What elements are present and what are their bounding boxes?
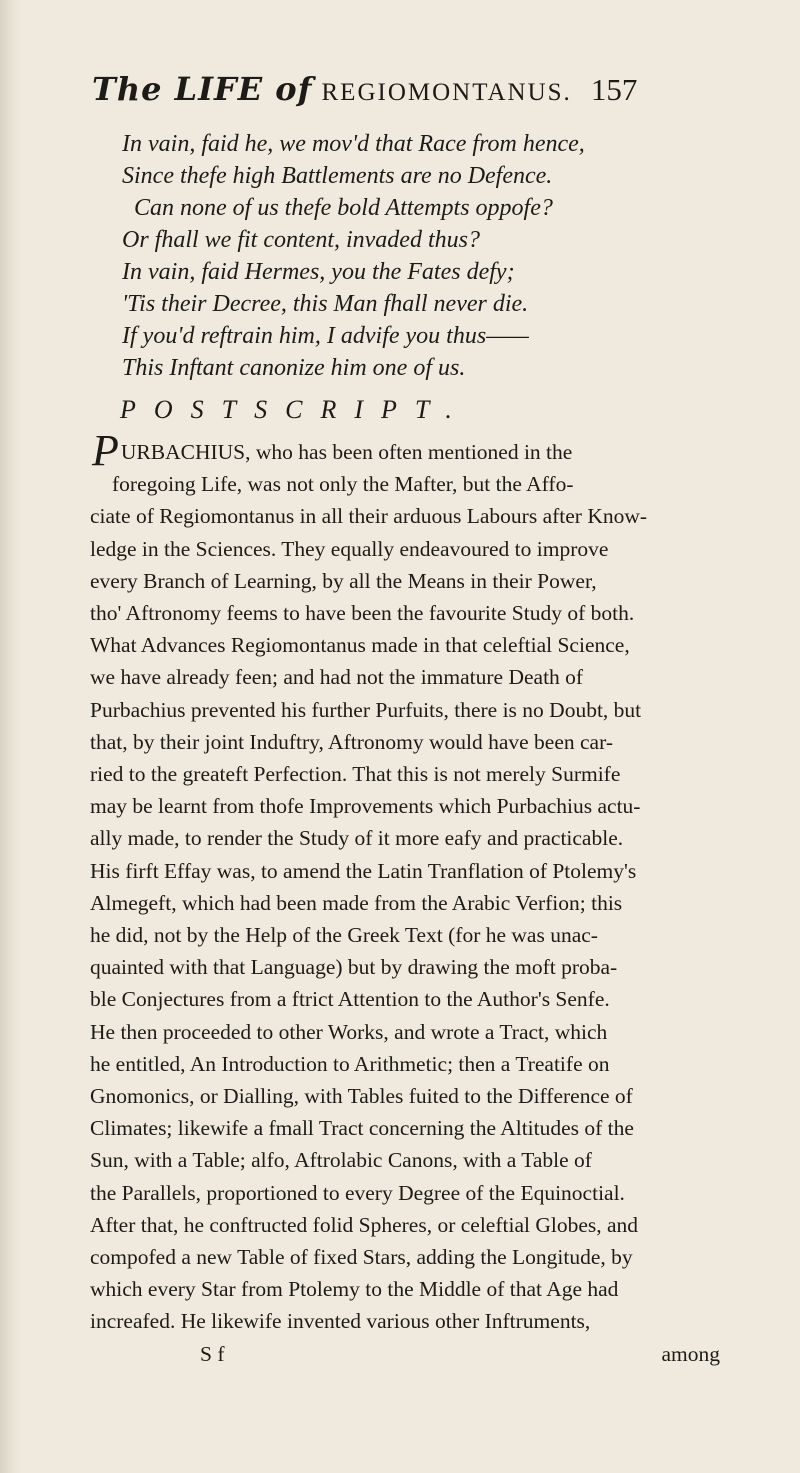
verse-line: Since thefe high Battlements are no Defence. [122, 163, 553, 189]
text-line: After that, he conftructed folid Spheres, or celeftial Globes, and [90, 1212, 639, 1237]
text-line: increafed. He likewife invented various other Inftruments, [90, 1309, 591, 1334]
postscript-heading: POSTSCRIPT. [120, 395, 470, 424]
text-line: ried to the greateft Perfection. That this is not merely Surmife [90, 762, 621, 787]
text-line: His firft Effay was, to amend the Latin Tranflation of Ptolemy's [90, 858, 637, 883]
verse-line: 'Tis their Decree, this Man fhall never die. [122, 291, 529, 317]
verse-line: Or fhall we fit content, invaded thus? [122, 227, 480, 253]
page-number: 157 [590, 72, 638, 107]
text-line: that, by their joint Induftry, Aftronomy would have been car- [90, 729, 613, 754]
text-line: ledge in the Sciences. They equally endeavoured to improve [90, 536, 609, 561]
text-line: Climates; likewife a fmall Tract concerning the Altitudes of the [90, 1116, 634, 1141]
text-line: What Advances Regiomontanus made in that celeftial Science, [90, 633, 630, 658]
verse-line: If you'd reftrain him, I advife you thus—— [122, 323, 529, 349]
verse-line: In vain, faid Hermes, you the Fates defy; [122, 259, 515, 285]
verse-line: Can none of us thefe bold Attempts oppofe? [134, 195, 553, 221]
page-footer [90, 1338, 750, 1370]
text-line: may be learnt from thofe Improvements which Purbachius actu- [90, 794, 641, 819]
text-line: ciate of Regiomontanus in all their arduous Labours after Know- [90, 504, 648, 529]
text-line: quainted with that Language) but by drawing the moft proba- [90, 955, 618, 980]
verse-line: In vain, faid he, we mov'd that Race from hence, [122, 131, 585, 157]
text-line: the Parallels, proportioned to every Degree of the Equinoctial. [90, 1180, 625, 1205]
text-line: Gnomonics, or Dialling, with Tables fuited to the Difference of [90, 1084, 633, 1109]
text-line: tho' Aftronomy feems to have been the favourite Study of both. [90, 601, 635, 626]
text-line: every Branch of Learning, by all the Means in their Power, [90, 568, 597, 593]
text-line: foregoing Life, was not only the Mafter, but the Affo- [112, 472, 574, 497]
text-line: Sun, with a Table; alfo, Aftrolabic Canons, with a Table of [90, 1148, 592, 1173]
text-line: ble Conjectures from a ftrict Attention to the Author's Senfe. [90, 987, 610, 1012]
signature-mark: S f [200, 1341, 225, 1366]
text-line: He then proceeded to other Works, and wrote a Tract, which [90, 1019, 608, 1044]
verse-line: This Inftant canonize him one of us. [122, 355, 466, 381]
postscript-body [90, 426, 750, 1370]
text-line: ally made, to render the Study of it more eafy and practicable. [90, 826, 624, 851]
drop-cap: P [92, 426, 119, 475]
text-line: he did, not by the Help of the Greek Text (for he was unac- [90, 923, 598, 948]
verse-block [122, 128, 722, 384]
header-subject: REGIOMONTANUS. [321, 79, 572, 106]
text-line: which every Star from Ptolemy to the Middle of that Age had [90, 1277, 619, 1302]
text-line: compofed a new Table of fixed Stars, adding the Longitude, by [90, 1245, 633, 1270]
catchword: among [661, 1341, 720, 1366]
text-line: we have already feen; and had not the immature Death of [90, 665, 584, 690]
page-edge-shadow [0, 0, 22, 1473]
text-line: Almegeft, which had been made from the Arabic Verfion; this [90, 890, 623, 915]
running-header [92, 70, 732, 114]
text-line: PURBACHIUS, who has been often mentioned in the [92, 426, 573, 475]
text-line: Purbachius prevented his further Purfuits, there is no Doubt, but [90, 697, 642, 722]
header-title: The LIFE of [92, 70, 313, 108]
text-line: he entitled, An Introduction to Arithmetic; then a Treatife on [90, 1051, 610, 1076]
